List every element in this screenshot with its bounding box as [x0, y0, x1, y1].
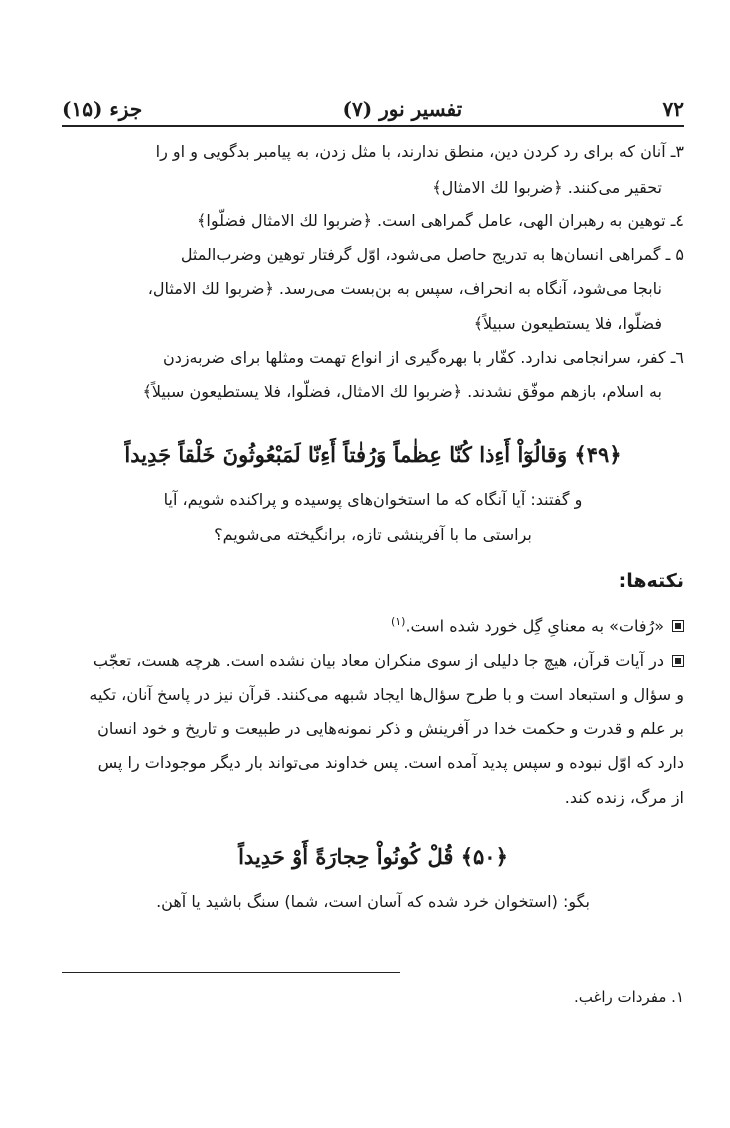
book-title: تفسیر نور (۷): [342, 97, 463, 121]
footnote: ۱. مفردات راغب.: [574, 988, 684, 1006]
point-3-line-2: تحقیر می‌کنند. ﴿ضربوا لك الامثال﴾: [432, 178, 662, 197]
point-5-line-1: ۵ ـ گمراهی انسان‌ها به تدریج حاصل می‌شود، اوّل گرفتار توهین وضرب‌المثل: [180, 245, 684, 264]
square-bullet-icon: [672, 655, 684, 667]
verse-50-arabic: ﴿۵۰﴾ قُلْ كُونُواْ حِجارَةً أَوْ حَدِيداً: [238, 844, 508, 869]
point-4: ٤ـ توهین به رهبران الهی، عامل گمراهی است. ﴿ضربوا لك الامثال فضلّوا﴾: [197, 211, 684, 230]
page-header: [62, 92, 684, 126]
verse-49-translation-line-2: براستی ما با آفرینشی تازه، برانگیخته می‌شویم؟: [214, 525, 532, 544]
header-divider: [62, 125, 684, 127]
point-3-line-1: ۳ـ آنان که برای رد کردن دین، منطق ندارند، با مثل زدن، به پیامبر بدگویی و او را: [155, 142, 684, 161]
juz-label: جزء (۱۵): [62, 97, 143, 121]
point-6-line-2: به اسلام، بازهم موفّق نشدند. ﴿ضربوا لك الامثال، فضلّوا، فلا یستطیعون سبیلاً﴾: [142, 382, 662, 401]
note-2-line-4: دارد که اوّل نبوده و سپس پدید آمده است. پس خداوند می‌تواند بار دیگر موجودات را پس: [97, 753, 684, 772]
point-5-line-2: نابجا می‌شود، آنگاه به انحراف، سپس به بن‌بست می‌رسد. ﴿ضربوا لك الامثال،: [147, 279, 662, 298]
footnote-ref: (۱): [390, 615, 406, 628]
verse-49-arabic: ﴿۴۹﴾ وَقالُوٓاْ أَءِذا كُنّا عِظٰماً وَرُفٰتاً أَءِنّا لَمَبْعُوثُونَ خَلْقاً جَدِيداً: [124, 442, 622, 467]
square-bullet-icon: [672, 620, 684, 632]
note-2-line-5: از مرگ، زنده کند.: [564, 788, 684, 807]
note-2-line-1: [62, 649, 684, 673]
notes-heading: نکته‌ها:: [618, 570, 684, 592]
point-5-line-3: فضلّوا، فلا یستطیعون سبیلاً﴾: [473, 314, 662, 333]
verse-49-translation-line-1: و گفتند: آیا آنگاه که ما استخوان‌های پوسیده و پراکنده شویم، آیا: [163, 490, 583, 509]
note-2-line-1-text: در آیات قرآن، هیچ جا دلیلی از سوی منکران معاد بیان نشده است. هرچه هست، تعجّب: [92, 651, 664, 670]
note-2-line-3: بر علم و قدرت و حکمت خدا در آفرینش و ذکر نمونه‌هایی در طبیعت و تاریخ و خود انسان: [97, 719, 684, 738]
page-number: ۷۲: [662, 97, 684, 121]
note-2-line-2: و سؤال و استبعاد است و با طرح سؤال‌ها ایجاد شبهه می‌کنند. قرآن نیز در پاسخ آنان، تکیه: [89, 685, 684, 704]
point-6-line-1: ٦ـ کفر، سرانجامی ندارد. کفّار با بهره‌گیری از انواع تهمت ومثلها برای ضربه‌زدن: [162, 348, 684, 367]
note-1: [62, 610, 684, 638]
note-1-text: «رُفات» به معنایِ گِل خورد شده است.: [405, 616, 664, 636]
footnote-divider: [62, 972, 400, 973]
verse-50-translation: بگو: (استخوان خرد شده که آسان است، شما) سنگ باشید یا آهن.: [156, 892, 590, 911]
